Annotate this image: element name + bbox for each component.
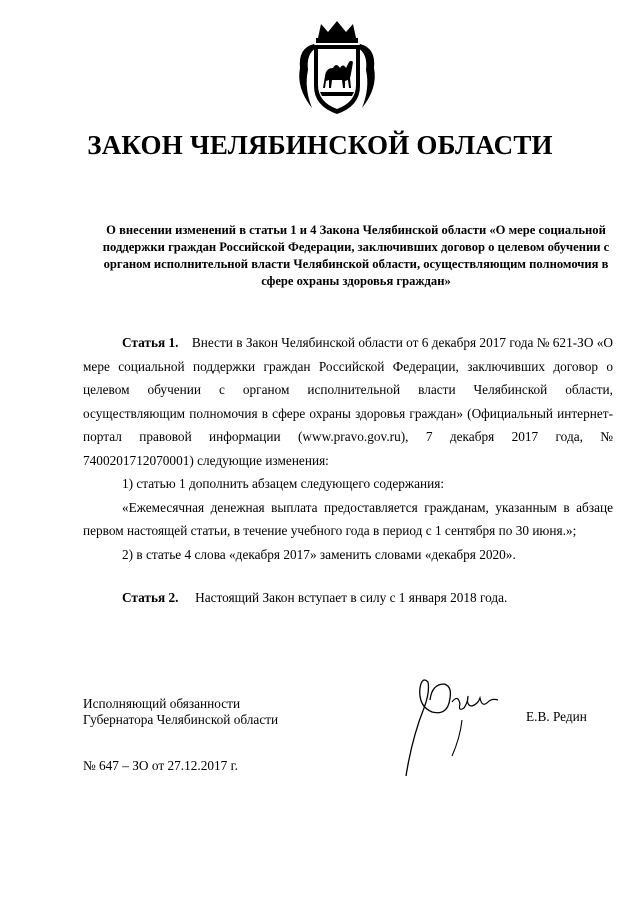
signatory-position-line-1: Исполняющий обязанности (83, 696, 241, 711)
signatory-name: Е.В. Редин (526, 709, 587, 724)
handwritten-signature (402, 668, 502, 778)
coat-of-arms-emblem (290, 18, 384, 118)
article-1-quote: «Ежемесячная денежная выплата предоставляется гражданам, указанным в абзаце первом настоящей статьи, в течение учебного года в период с 1 сентября по 30 июня.»; (83, 499, 613, 538)
article-1-item-1: 1) статью 1 дополнить абзацем следующего содержания: (122, 476, 445, 491)
article-2-label: Статья 2. (122, 590, 179, 605)
signatory-position (83, 696, 278, 728)
document-body (83, 331, 613, 610)
article-1 (83, 331, 613, 472)
article-1-text: Внести в Закон Челябинской области от 6 декабря 2017 года № 621-ЗО «О мере социальной поддержки граждан Российской Федерации, заключивших договор о целевом обучении с органом исполнительной власти Челябинской области, осуществляющим полномочия в сфере охраны здоровья граждан» (Официальный интернет-портал правовой информации (www.pravo.gov.ru), 7 декабря 2017 года, № 7400201712070001) следующие изменения: (83, 335, 614, 468)
article-2-text: Настоящий Закон вступает в силу с 1 января 2018 года. (195, 590, 508, 605)
law-number: № 647 – ЗО от 27.12.2017 г. (83, 758, 238, 773)
article-2 (83, 586, 613, 610)
document-title: ЗАКОН ЧЕЛЯБИНСКОЙ ОБЛАСТИ (87, 130, 553, 160)
document-subtitle: О внесении изменений в статьи 1 и 4 Закона Челябинской области «О мере социальной поддержки граждан Российской Федерации, заключивших договор о целевом обучении с органом исполнительной власти Челябинской области, осуществляющим полномочия в сфере охраны здоровья граждан» (102, 223, 610, 288)
article-1-item-2: 2) в статье 4 слова «декабря 2017» заменить словами «декабря 2020». (122, 546, 516, 562)
article-1-label: Статья 1. (122, 335, 179, 350)
signatory-position-line-2: Губернатора Челябинской области (83, 712, 279, 727)
